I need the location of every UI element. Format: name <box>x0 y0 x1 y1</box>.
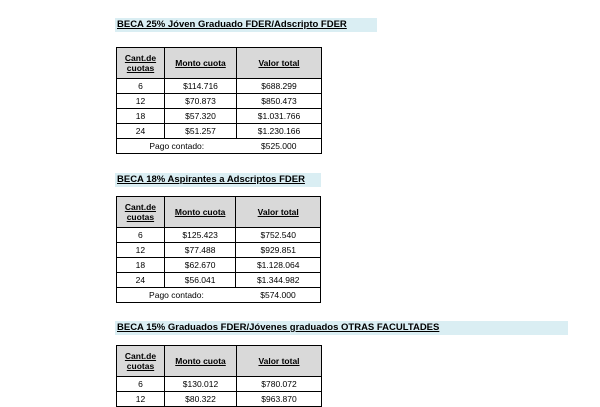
cell-cuotas: 24 <box>117 273 165 288</box>
pago-contado-label: Pago contado: <box>117 139 237 154</box>
cell-monto: $51.257 <box>165 124 237 139</box>
pago-contado-row <box>117 288 321 303</box>
section-title: BECA 15% Graduados FDER/Jóvenes graduados OTRAS FACULTADES <box>117 322 440 333</box>
table-row <box>117 273 321 288</box>
cell-cuotas: 12 <box>117 94 165 109</box>
cell-valor: $850.473 <box>237 94 322 109</box>
section-title-banner <box>115 173 321 187</box>
fees-table <box>116 345 322 407</box>
cell-valor: $752.540 <box>236 228 321 243</box>
section-title-banner <box>115 18 377 32</box>
cell-valor: $929.851 <box>236 243 321 258</box>
table-row <box>117 377 322 392</box>
cell-valor: $1.230.166 <box>237 124 322 139</box>
cell-cuotas: 12 <box>117 243 165 258</box>
cell-valor: $780.072 <box>237 377 322 392</box>
section-title-banner <box>115 321 568 335</box>
table-row <box>117 94 322 109</box>
table-row <box>117 392 322 407</box>
header-monto: Monto cuota <box>165 346 237 377</box>
cell-monto: $77.488 <box>164 243 236 258</box>
table-row <box>117 79 322 94</box>
section-title: BECA 18% Aspirantes a Adscriptos FDER <box>117 174 305 185</box>
cell-cuotas: 12 <box>117 392 165 407</box>
header-cuotas: Cant.de cuotas <box>117 48 165 79</box>
fees-table <box>116 196 321 303</box>
cell-monto: $70.873 <box>165 94 237 109</box>
cell-cuotas: 6 <box>117 79 165 94</box>
pago-contado-value: $574.000 <box>236 288 321 303</box>
header-monto: Monto cuota <box>164 197 236 228</box>
cell-monto: $80.322 <box>165 392 237 407</box>
cell-valor: $1.031.766 <box>237 109 322 124</box>
header-cuotas: Cant.de cuotas <box>117 197 165 228</box>
table-row <box>117 243 321 258</box>
section-title: BECA 25% Jóven Graduado FDER/Adscripto FDER <box>117 19 347 30</box>
fees-table <box>116 47 322 154</box>
pago-contado-label: Pago contado: <box>117 288 236 303</box>
cell-cuotas: 18 <box>117 258 165 273</box>
cell-monto: $56.041 <box>164 273 236 288</box>
cell-cuotas: 18 <box>117 109 165 124</box>
cell-monto: $57.320 <box>165 109 237 124</box>
header-valor: Valor total <box>237 48 322 79</box>
cell-valor: $963.870 <box>237 392 322 407</box>
header-monto: Monto cuota <box>165 48 237 79</box>
cell-cuotas: 6 <box>117 228 165 243</box>
header-cuotas: Cant.de cuotas <box>117 346 165 377</box>
header-valor: Valor total <box>237 346 322 377</box>
pago-contado-row <box>117 139 322 154</box>
cell-cuotas: 6 <box>117 377 165 392</box>
pago-contado-value: $525.000 <box>237 139 322 154</box>
cell-monto: $125.423 <box>164 228 236 243</box>
header-valor: Valor total <box>236 197 321 228</box>
cell-valor: $1.344.982 <box>236 273 321 288</box>
beca-section-3 <box>115 321 568 404</box>
cell-monto: $62.670 <box>164 258 236 273</box>
beca-section-1 <box>115 18 377 151</box>
cell-cuotas: 24 <box>117 124 165 139</box>
cell-valor: $1.128.064 <box>236 258 321 273</box>
table-row <box>117 109 322 124</box>
table-row <box>117 258 321 273</box>
cell-valor: $688.299 <box>237 79 322 94</box>
table-row <box>117 124 322 139</box>
cell-monto: $114.716 <box>165 79 237 94</box>
cell-monto: $130.012 <box>165 377 237 392</box>
beca-section-2 <box>115 173 321 300</box>
table-row <box>117 228 321 243</box>
